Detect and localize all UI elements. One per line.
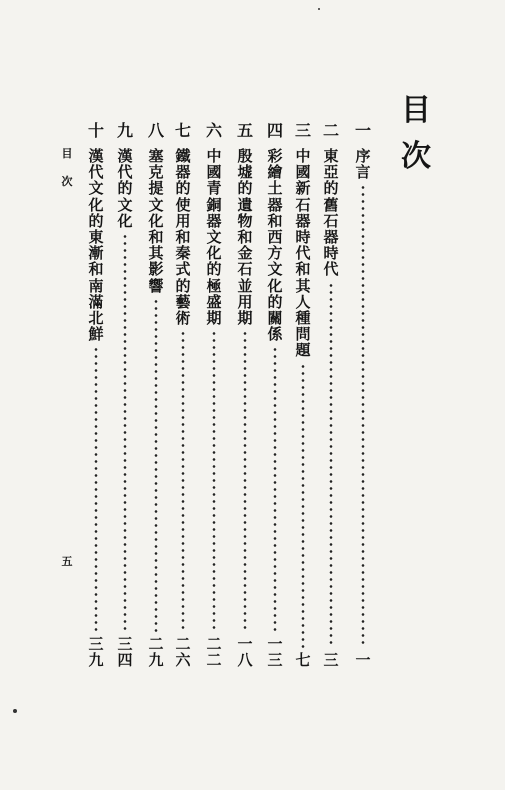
chapter-page [203, 636, 225, 668]
toc-entry[interactable] [352, 122, 374, 682]
page-number: 五 [61, 555, 73, 568]
chapter-title: 殷墟的遺物和金石並用期 [237, 147, 253, 328]
toc-entry[interactable] [320, 122, 342, 682]
chapter-number: 三 [294, 121, 311, 140]
chapter-page-char: 三 [267, 651, 283, 669]
chapter-number: 二 [322, 121, 339, 140]
leader-dots [329, 282, 333, 648]
chapter-page-char: 二 [206, 635, 222, 653]
chapter-number: 十 [87, 121, 104, 140]
chapter-number: 九 [116, 121, 133, 140]
toc-entry[interactable] [234, 122, 256, 682]
chapter-title: 彩繪土器和西方文化的關係 [267, 147, 283, 344]
running-header-char: 次 [61, 175, 73, 188]
chapter-page [234, 636, 256, 668]
leader-dots [361, 184, 365, 648]
page-title [396, 88, 436, 180]
chapter-number: 六 [205, 121, 222, 140]
chapter-page-char: 二 [206, 651, 222, 669]
chapter-title: 漢代文化的東漸和南滿北鮮 [88, 147, 104, 344]
toc-entry[interactable] [264, 122, 286, 682]
chapter-title: 鐵器的使用和秦式的藝術 [175, 147, 191, 328]
chapter-page [114, 636, 136, 668]
leader-dots [243, 330, 247, 632]
chapter-title: 序言 [355, 147, 371, 182]
chapter-page-char: 一 [355, 651, 371, 669]
chapter-page-char: 三 [117, 635, 133, 653]
leader-dots [94, 346, 98, 632]
chapter-number: 四 [266, 121, 283, 140]
chapter-page [172, 636, 194, 668]
chapter-page-char: 八 [237, 651, 253, 669]
chapter-number: 五 [236, 121, 253, 140]
chapter-page [264, 636, 286, 668]
chapter-page-char: 九 [148, 651, 164, 669]
chapter-title: 東亞的舊石器時代 [323, 147, 339, 279]
chapter-page [320, 652, 342, 668]
running-header [60, 140, 74, 196]
chapter-page [292, 652, 314, 668]
chapter-page [145, 636, 167, 668]
chapter-page [352, 652, 374, 668]
leader-dots [301, 363, 305, 648]
leader-dots [181, 330, 185, 632]
scan-speck [318, 8, 320, 10]
leader-dots [212, 330, 216, 632]
toc-entry[interactable] [172, 122, 194, 682]
running-header-char: 目 [61, 147, 73, 160]
chapter-number: 八 [147, 121, 164, 140]
chapter-page-char: 七 [295, 651, 311, 669]
chapter-page-char: 一 [237, 635, 253, 653]
chapter-page-char: 二 [175, 635, 191, 653]
chapter-number: 一 [354, 121, 371, 140]
chapter-title: 中國青銅器文化的極盛期 [206, 147, 222, 328]
chapter-title: 中國新石器時代和其人種問題 [295, 147, 311, 360]
chapter-page-char: 九 [88, 651, 104, 669]
leader-dots [273, 346, 277, 632]
toc-entry[interactable] [114, 122, 136, 682]
page-title-char: 次 [401, 139, 431, 174]
chapter-title: 漢代的文化 [117, 147, 133, 230]
leader-dots [154, 298, 158, 632]
chapter-number: 七 [174, 121, 191, 140]
toc-entry[interactable] [85, 122, 107, 682]
chapter-page [85, 636, 107, 668]
chapter-page-char: 六 [175, 651, 191, 669]
chapter-page-char: 四 [117, 651, 133, 669]
chapter-page-char: 三 [88, 635, 104, 653]
chapter-page-char: 三 [323, 651, 339, 669]
scan-speck [13, 709, 17, 713]
toc-entry[interactable] [145, 122, 167, 682]
toc-entry[interactable] [292, 122, 314, 682]
toc-entry[interactable] [203, 122, 225, 682]
chapter-title: 塞克提文化和其影響 [148, 147, 164, 295]
chapter-page-char: 二 [148, 635, 164, 653]
leader-dots [123, 233, 127, 632]
chapter-page-char: 一 [267, 635, 283, 653]
page-title-char: 目 [401, 93, 431, 128]
